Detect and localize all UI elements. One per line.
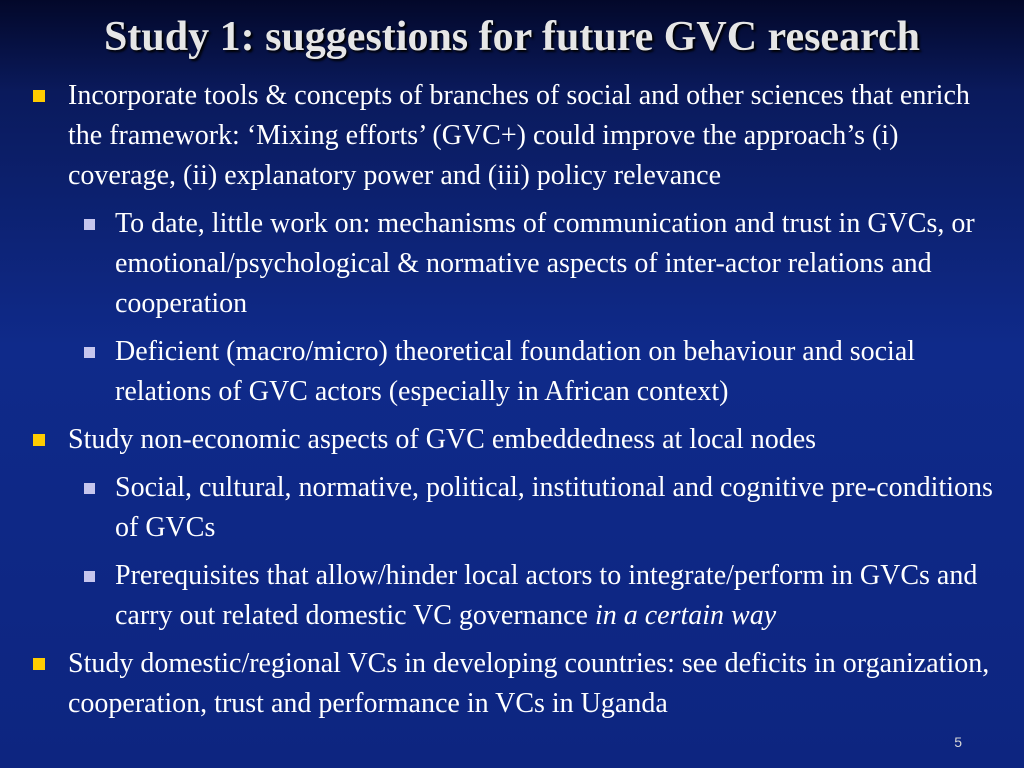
- bullet-text: Incorporate tools & concepts of branches of social and other sciences that enrich the framework: ‘Mixing efforts’ (GVC+) could improve the approach’s (i) coverage, (ii) explanatory power and (iii) policy relevance: [68, 80, 970, 191]
- bullet-item: [0, 76, 1024, 196]
- square-bullet-icon: [33, 658, 45, 670]
- square-bullet-icon: [84, 219, 95, 230]
- bullet-text: Study non-economic aspects of GVC embeddedness at local nodes: [68, 424, 817, 455]
- sub-bullet-text: To date, little work on: mechanisms of communication and trust in GVCs, or emotional/psychological & normative aspects of inter-actor relations and cooperation: [115, 208, 975, 319]
- bullet-list: [0, 76, 1024, 732]
- square-bullet-icon: [84, 347, 95, 358]
- sub-bullet-item: [0, 468, 1024, 548]
- sub-bullet-text: Deficient (macro/micro) theoretical foundation on behaviour and social relations of GVC actors (especially in African context): [115, 336, 916, 407]
- emphasis-text: in a certain way: [594, 600, 777, 631]
- sub-bullet-text: Social, cultural, normative, political, institutional and cognitive pre-conditions of GVCs: [115, 472, 993, 543]
- slide-title: Study 1: suggestions for future GVC research: [104, 14, 920, 60]
- sub-bullet-item: [0, 556, 1024, 636]
- sub-bullet-item: [0, 332, 1024, 412]
- bullet-item: [0, 644, 1024, 724]
- bullet-text: Study domestic/regional VCs in developing countries: see deficits in organization, cooperation, trust and performance in VCs in Uganda: [68, 648, 990, 719]
- page-number: 5: [954, 734, 962, 750]
- square-bullet-icon: [33, 434, 45, 446]
- bullet-item: [0, 420, 1024, 460]
- square-bullet-icon: [84, 483, 95, 494]
- sub-bullet-text: Prerequisites that allow/hinder local actors to integrate/perform in GVCs and carry out related domestic VC governance: [115, 560, 978, 631]
- sub-bullet-item: [0, 204, 1024, 324]
- square-bullet-icon: [84, 571, 95, 582]
- square-bullet-icon: [33, 90, 45, 102]
